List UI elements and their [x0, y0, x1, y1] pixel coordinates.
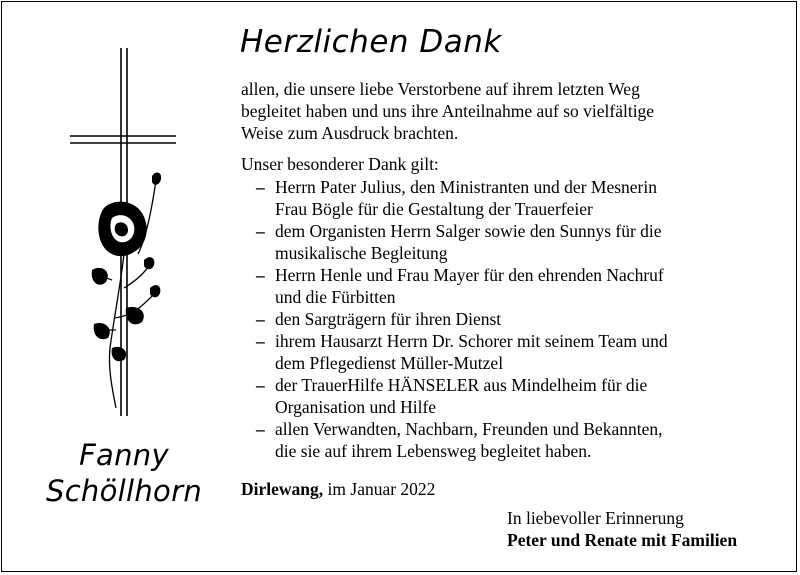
intro-line: allen, die unsere liebe Verstorbene auf ihrem letzten Weg	[241, 79, 640, 99]
thanks-list	[256, 176, 776, 462]
list-item	[256, 418, 776, 462]
signers: Peter und Renate mit Familien	[507, 530, 738, 550]
deceased-first-name: Fanny	[79, 438, 169, 472]
list-item-line: und die Fürbitten	[275, 287, 396, 307]
intro-line: Weise zum Ausdruck brachten.	[241, 123, 459, 143]
list-item	[256, 264, 776, 308]
intro-paragraph	[241, 78, 781, 144]
place: Dirlewang,	[241, 479, 324, 499]
list-item	[256, 220, 776, 264]
thanks-heading: Unser besonderer Dank gilt:	[241, 154, 439, 174]
dash-bullet: –	[256, 265, 265, 285]
list-item-line: Frau Bögle für die Gestaltung der Trauerfeier	[275, 199, 593, 219]
dash-bullet: –	[256, 419, 265, 439]
dash-bullet: –	[256, 221, 265, 241]
dash-bullet: –	[256, 375, 265, 395]
list-item-line: dem Organisten Herrn Salger sowie den Sunnys für die	[275, 221, 662, 241]
intro-line: begleitet haben und uns ihre Anteilnahme auf so vielfältige	[241, 101, 655, 121]
list-item-line: Herrn Pater Julius, den Ministranten und der Mesnerin	[275, 177, 658, 197]
list-item-line: der TrauerHilfe HÄNSELER aus Mindelheim für die	[275, 375, 648, 395]
page-title: Herzlichen Dank	[240, 24, 502, 60]
list-item-line: den Sargträgern für ihren Dienst	[275, 309, 502, 329]
closing-block	[507, 507, 737, 551]
deceased-name	[20, 437, 228, 509]
list-item-line: die sie auf ihrem Lebensweg begleitet haben.	[275, 441, 592, 461]
list-item-line: allen Verwandten, Nachbarn, Freunden und Bekannten,	[275, 419, 663, 439]
list-item-line: dem Pflegedienst Müller-Mutzel	[275, 353, 504, 373]
place-date	[241, 478, 435, 500]
closing-phrase: In liebevoller Erinnerung	[507, 508, 684, 528]
deceased-last-name: Schöllhorn	[45, 474, 202, 508]
dash-bullet: –	[256, 331, 265, 351]
list-item-line: Herrn Henle und Frau Mayer für den ehrenden Nachruf	[275, 265, 664, 285]
list-item	[256, 308, 776, 330]
list-item	[256, 374, 776, 418]
dash-bullet: –	[256, 309, 265, 329]
list-item	[256, 330, 776, 374]
list-item-line: musikalische Begleitung	[275, 243, 448, 263]
date: im Januar 2022	[327, 479, 436, 499]
dash-bullet: –	[256, 177, 265, 197]
list-item-line: Organisation und Hilfe	[275, 397, 437, 417]
cross-with-rose-icon	[64, 48, 184, 418]
list-item-line: ihrem Hausarzt Herrn Dr. Schorer mit seinem Team und	[275, 331, 668, 351]
list-item	[256, 176, 776, 220]
